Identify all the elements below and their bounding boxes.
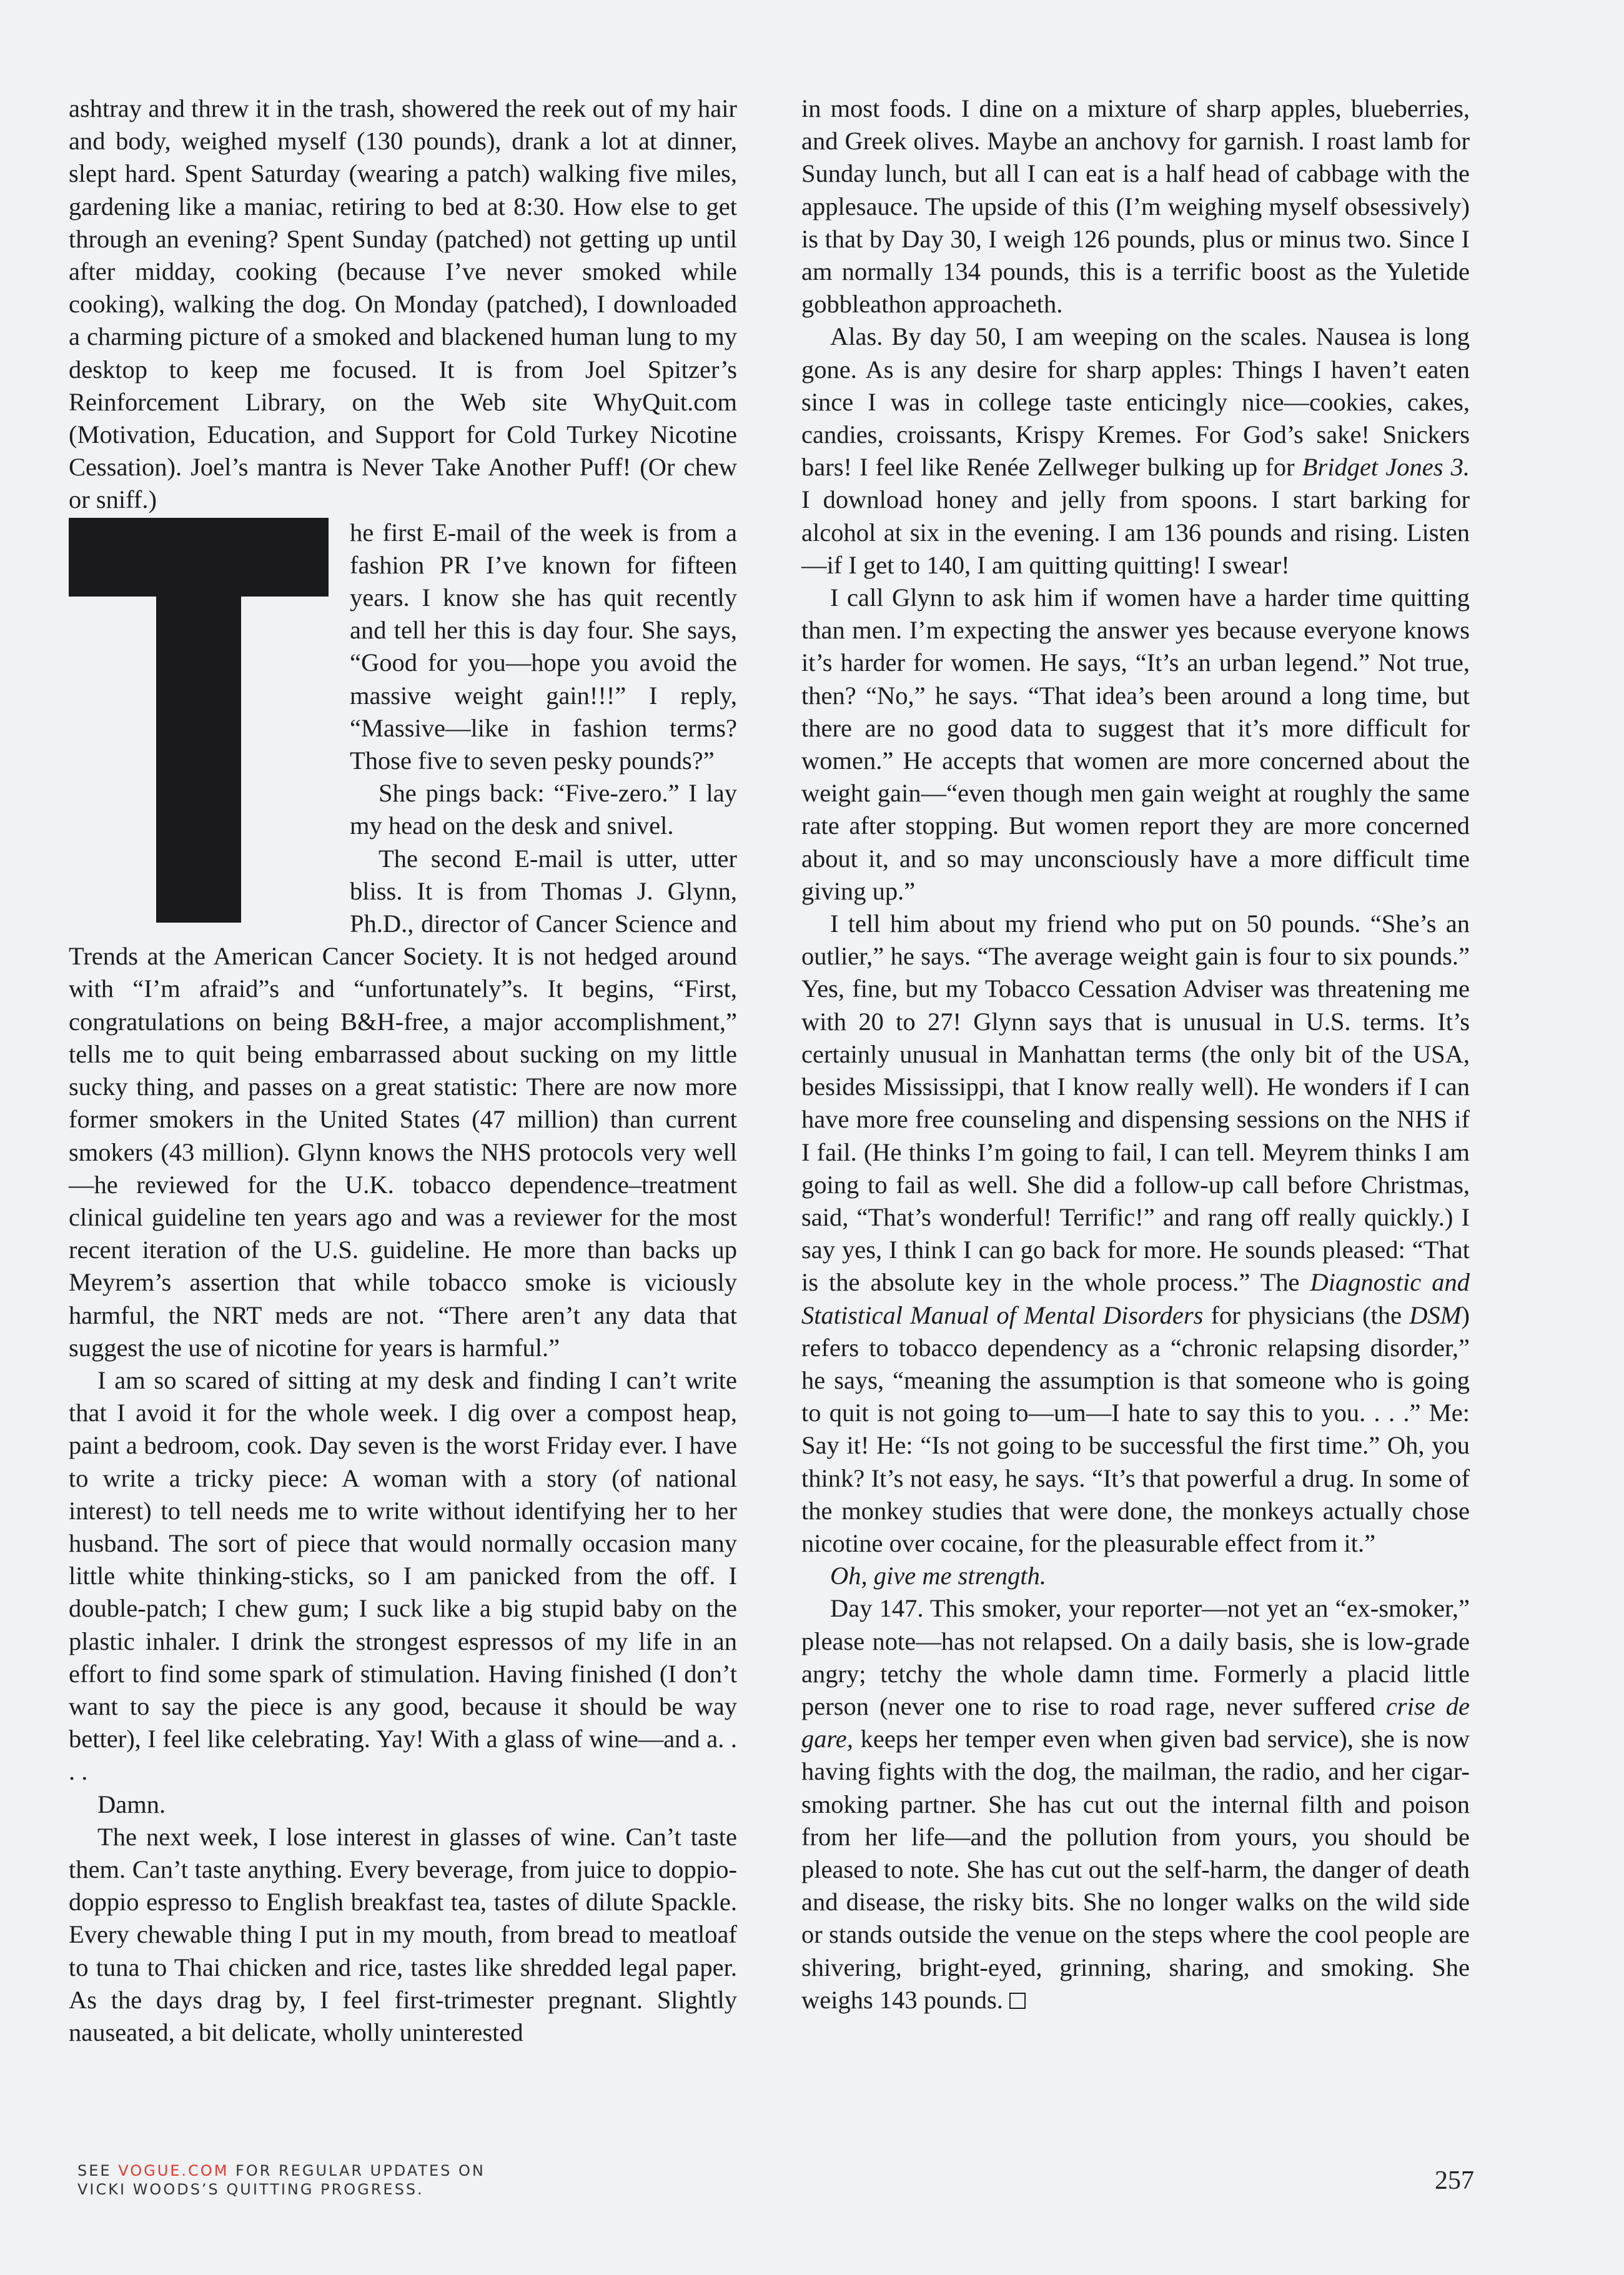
- text-run: I download honey and jelly from spoons. I start barking for alcohol at six in the evening. I am 136 pounds and rising. Listen—if I get to 140, I am quitting quitting! I swear!: [801, 485, 1470, 579]
- page-number: 257: [1435, 2166, 1474, 2195]
- paragraph: The next week, I lose interest in glasses of wine. Can’t taste them. Can’t taste anything. Every beverage, from juice to doppio-doppio espresso to English breakfast tea, tastes of dilute Spackle. Every chewable thing I put in my mouth, from bread to meatloaf to tuna to Thai chicken and rice, tastes like shredded legal paper. As the days drag by, I feel first-trimester pregnant. Slightly nauseated, a bit delicate, wholly uninterested: [69, 1822, 737, 2046]
- text-run: keeps her temper even when given bad service), she is now having fights with the dog, the mailman, the radio, and her cigar-smoking partner. She has cut out the internal filth and poison from her life—and the pollution from yours, you should be pleased to note. She has cut out the self-harm, the danger of death and disease, the risky bits. She no longer walks on the wild side or stands outside the venue on the steps where the cool people are shivering, bright-eyed, grinning, sharing, and smoking. She weighs 143 pounds.: [801, 1725, 1470, 2014]
- italic-title: Bridget Jones 3.: [1302, 453, 1470, 482]
- paragraph: [801, 1592, 1470, 2016]
- vogue-link[interactable]: VOGUE.COM: [118, 2162, 229, 2179]
- paragraph: The second E-mail is utter, utter bliss. It is from Thomas J. Glynn, Ph.D., director of Cancer Science and Trends at the American Cancer Society. It is not hedged around with “I’m afraid”s and “unfortunately”s. It begins, “First, congratulations on being B&H-free, a major accomplishment,” tells me to quit being embarrassed about sucking on my little sucky thing, and passes on a great statistic: There are now more former smokers in the United States (47 million) than current smokers (43 million). Glynn knows the NHS protocols very well—he reviewed for the U.K. tobacco dependence–treatment clinical guideline ten years ago and was a reviewer for the most recent iteration of the U.S. guideline. He more than backs up Meyrem’s assertion that while tobacco smoke is viciously harmful, the NRT meds are not. “There aren’t any data that suggest the use of nicotine for years is harmful.”: [69, 844, 737, 1362]
- italic-phrase: crise de gare,: [801, 1692, 1470, 1753]
- paragraph: he first E-mail of the week is from a fashion PR I’ve known for fifteen years. I know she has quit recently and tell her this is day four. She says, “Good for you—hope you avoid the massive weight gain!!!” I reply, “Massive—like in fashion terms? Those five to seven pesky pounds?”: [350, 518, 737, 775]
- drop-cap-letter-t: [69, 518, 329, 923]
- paragraph: I am so scared of sitting at my desk and finding I can’t write that I avoid it for the whole week. I dig over a compost heap, paint a bedroom, cook. Day seven is the worst Friday ever. I have to write a tricky piece: A woman with a story (of national interest) to tell needs me to write without identifying her to her husband. The sort of piece that would normally occasion many little white thinking-sticks, so I am panicked from the off. I double-patch; I chew gum; I suck like a big stupid baby on the plastic inhaler. I drink the strongest espressos of my life in an effort to find some spark of stimulation. Having finished (I don’t want to say the piece is any good, because it should be way better), I feel like celebrating. Yay! With a glass of wine—and a. . . .: [69, 1365, 737, 1786]
- paragraph: in most foods. I dine on a mixture of sharp apples, blueberries, and Greek olives. Maybe an anchovy for garnish. I roast lamb for Sunday lunch, but all I can eat is a half head of cabbage with the applesauce. The upside of this (I’m weighing myself obsessively) is that by Day 30, I weigh 126 pounds, plus or minus two. Since I am normally 134 pounds, this is a terrific boost as the Yuletide gobbleathon approacheth.: [801, 94, 1470, 319]
- drop-cap: [69, 518, 329, 923]
- paragraph: I call Glynn to ask him if women have a harder time quitting than men. I’m expecting the answer yes because everyone knows it’s harder for women. He says, “It’s an urban legend.” Not true, then? “No,” he says. “That idea’s been around a long time, but there are no good data to suggest that it’s more difficult for women.” He accepts that women are more concerned about the weight gain—“even though men gain weight at roughly the same rate after stopping. But women report they are more concerned about it, and so may unconsciously have a more difficult time giving up.”: [801, 583, 1470, 905]
- italic-title: DSM: [1409, 1301, 1462, 1329]
- text-run: I tell him about my friend who put on 50 pounds. “She’s an outlier,” he says. “The average weight gain is four to six pounds.” Yes, fine, but my Tobacco Cessation Adviser was threatening me with 20 to 27! Glynn says that is unusual in U.S. terms. It’s certainly unusual in Manhattan terms (the only bit of the USA, besides Mississippi, that I know really well). He wonders if I can have more free counseling and dispensing sessions on the NHS if I fail. (He thinks I’m going to fail, I can tell. Meyrem thinks I am going to fail as well. She did a follow-up call before Christmas, said, “That’s wonderful! Terrific!” and rang off really quickly.) I say yes, I think I can go back for more. He sounds pleased: “That is the absolute key in the whole process.” The: [801, 910, 1470, 1297]
- text-run: Alas. By day 50, I am weeping on the scales. Nausea is long gone. As is any desire for sharp apples: Things I haven’t eaten since I was in college taste enticingly nice—cookies, cakes, candies, croissants, Krispy Kremes. For God’s sake! Snickers bars! I feel like Renée Zellweger bulking up for: [801, 322, 1470, 482]
- paragraph: ashtray and threw it in the trash, showered the reek out of my hair and body, weighed myself (130 pounds), drank a lot at dinner, slept hard. Spent Saturday (wearing a patch) walking five miles, gardening like a maniac, retiring to bed at 8:30. How else to get through an evening? Spent Sunday (patched) not getting up until after midday, cooking (because I’ve never smoked while cooking), walking the dog. On Monday (patched), I downloaded a charming picture of a smoked and blackened human lung to my desktop to keep me focused. It is from Joel Spitzer’s Reinforcement Library, on the Web site WhyQuit.com (Motivation, Education, and Support for Cold Turkey Nicotine Cessation). Joel’s mantra is Never Take Another Puff! (Or chew or sniff.): [69, 94, 737, 514]
- paragraph: Damn.: [97, 1790, 166, 1818]
- footer-note: [77, 2161, 485, 2199]
- text-run: Day 147. This smoker, your reporter—not yet an “ex-smoker,” please note—has not relapsed. On a daily basis, she is low-grade angry; tetchy the whole damn time. Formerly a placid little person (never one to rise to road rage, never suffered: [801, 1594, 1470, 1720]
- italic-line: Oh, give me strength.: [830, 1562, 1047, 1590]
- footer-line-2: VICKI WOODS’S QUITTING PROGRESS.: [77, 2181, 424, 2198]
- paragraph: [801, 320, 1470, 582]
- italic-title: Diagnostic and Statistical Manual of Mental Disorders: [801, 1268, 1470, 1329]
- footer-line-1: SEE VOGUE.COM FOR REGULAR UPDATES ON: [77, 2162, 485, 2179]
- text-run: for physicians (the: [1203, 1301, 1410, 1329]
- right-column: [801, 92, 1470, 2016]
- text-run: ) refers to tobacco dependency as a “chronic relapsing disorder,” he says, “meaning the assumption is that someone who is going to quit is not going to—um—I hate to say this to you. . . .” Me: Say it! He: “Is not going to be successful the first time.” Oh, you think? It’s not easy, he says. “It’s that powerful a drug. In some of the monkey studies that were done, the monkeys actually chose nicotine over cocaine, for the pleasurable effect from it.”: [801, 1301, 1470, 1557]
- paragraph: [801, 1560, 1470, 1592]
- left-column: [69, 92, 737, 2049]
- end-mark-icon: [1009, 1993, 1026, 2009]
- paragraph: [801, 908, 1470, 1560]
- paragraph: She pings back: “Five-zero.” I lay my head on the desk and snivel.: [350, 779, 737, 840]
